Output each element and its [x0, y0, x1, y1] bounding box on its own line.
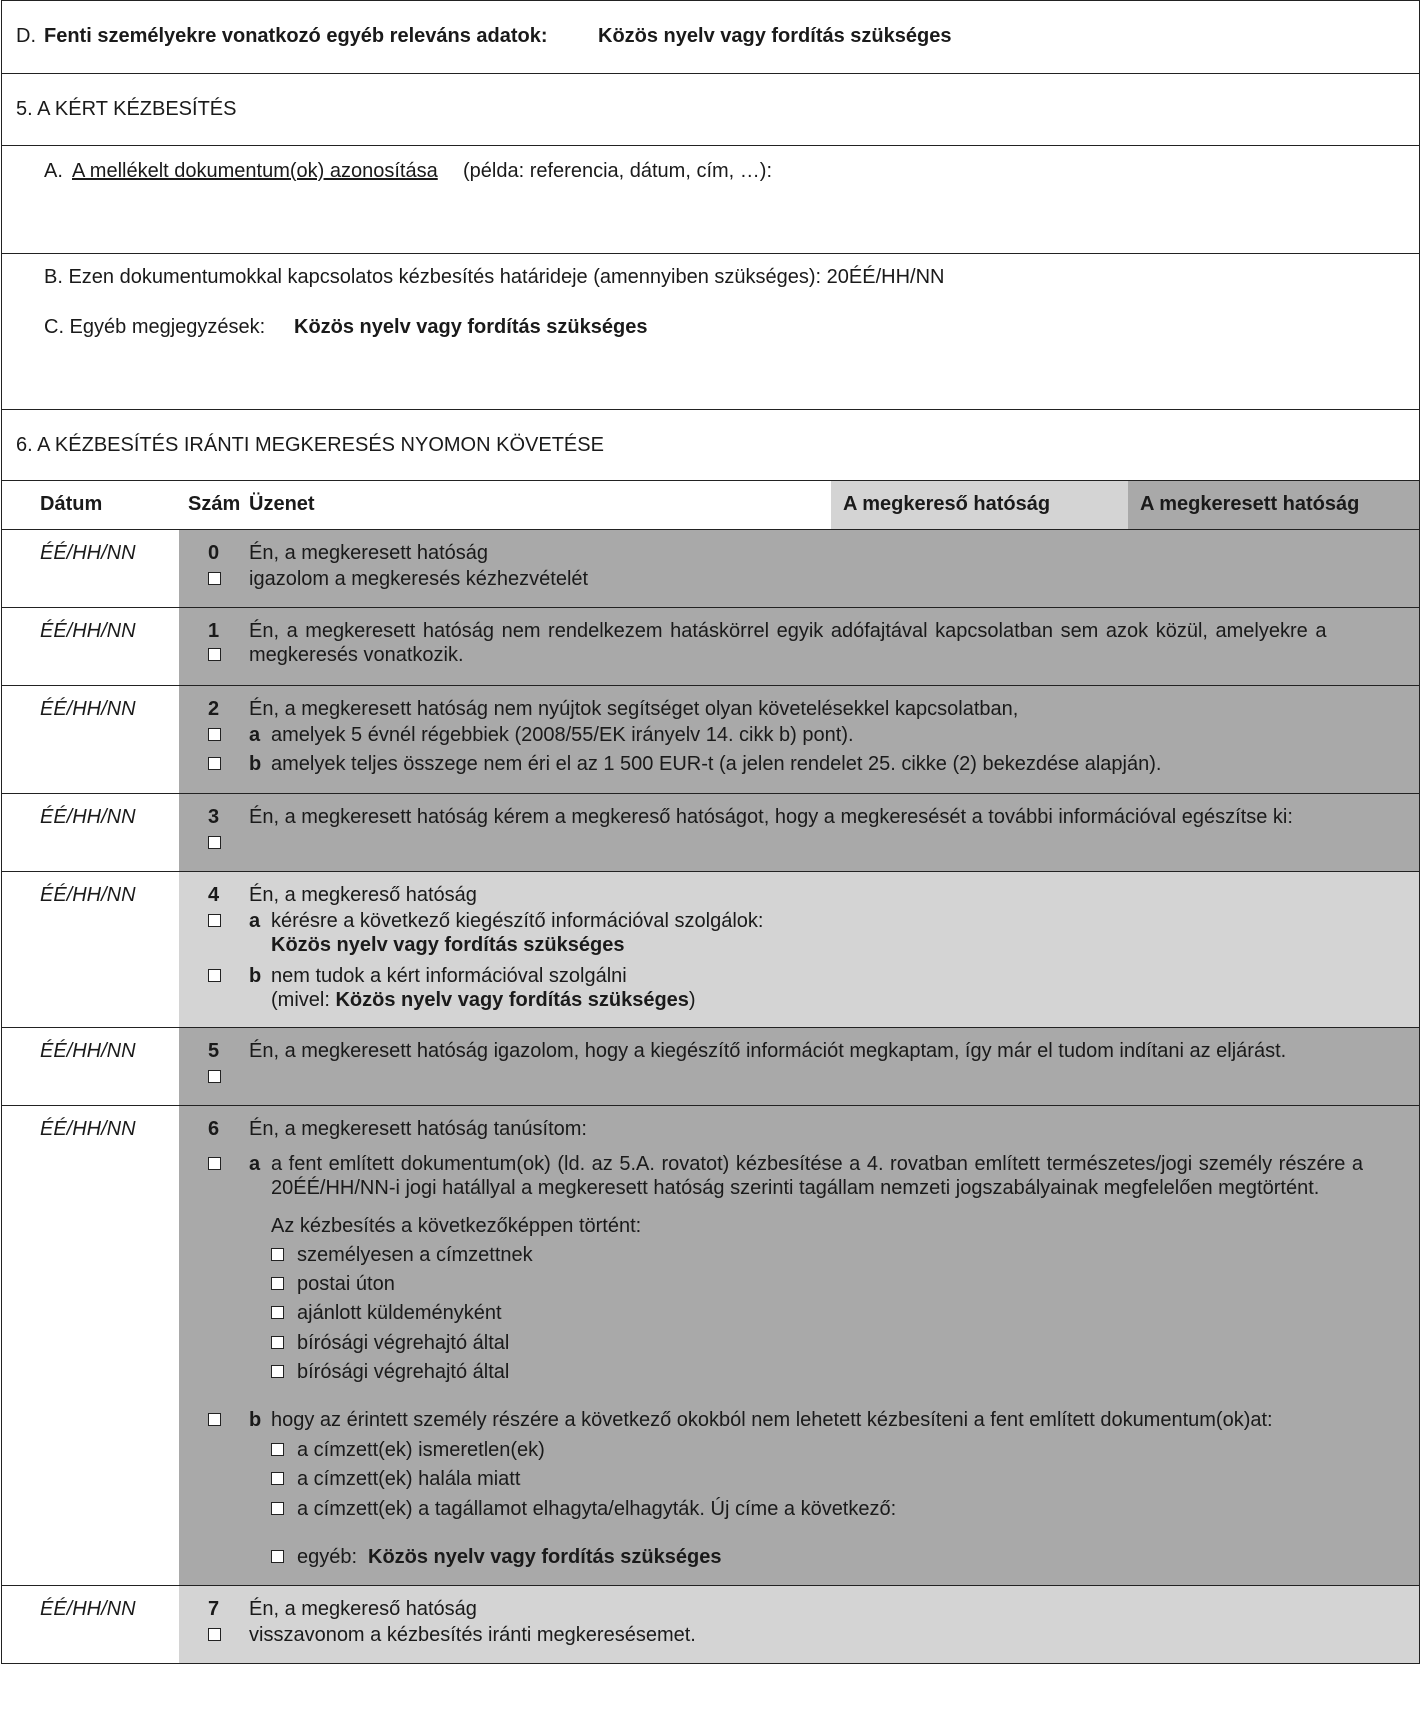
section-5-header	[2, 74, 1419, 146]
reason-value: Közös nyelv vagy fordítás szükséges	[335, 989, 689, 1011]
manner-title: Az kézbesítés a következőképpen történt:	[271, 1215, 642, 1237]
section-5a-underlined: A mellékelt dokumentum(ok) azonosítása	[72, 160, 438, 182]
table-row	[2, 685, 1419, 793]
row-date: ÉÉ/HH/NN	[40, 806, 136, 828]
row-date-cell	[2, 530, 179, 607]
row-number: 7	[208, 1598, 220, 1620]
manner-option: bírósági végrehajtó által	[297, 1361, 510, 1383]
section-5a-prefix: A.	[44, 160, 63, 182]
row-body-cell	[179, 794, 1419, 871]
row-date: ÉÉ/HH/NN	[40, 1598, 136, 1620]
section-d	[2, 1, 1419, 74]
section-6-header	[2, 410, 1419, 481]
checkbox[interactable]	[208, 836, 221, 849]
checkbox-manner[interactable]	[271, 1277, 284, 1290]
checkbox[interactable]	[208, 1628, 221, 1641]
table-row	[2, 1585, 1419, 1663]
row-number: 3	[208, 806, 220, 828]
row-date: ÉÉ/HH/NN	[40, 542, 136, 564]
option-letter: a	[249, 910, 261, 932]
row-date: ÉÉ/HH/NN	[40, 1118, 136, 1140]
table-row	[2, 793, 1419, 871]
option-text: amelyek 5 évnél régebbiek (2008/55/EK irányelv 14. cikk b) pont).	[271, 724, 854, 746]
other-label: egyéb:	[297, 1546, 358, 1568]
reason-option: a címzett(ek) a tagállamot elhagyta/elhagyták. Új címe a következő:	[297, 1498, 897, 1520]
table-header-row	[2, 481, 1419, 529]
checkbox[interactable]	[208, 1070, 221, 1083]
option-text: 20ÉÉ/HH/NN-i jogi hatállyal a megkeresett hatóság szerinti tagállam nemzeti jogszabályainak megfelelően megtörtént.	[271, 1177, 1320, 1199]
row-body-cell	[179, 686, 1419, 793]
row-number: 0	[208, 542, 220, 564]
row-number: 6	[208, 1118, 220, 1140]
row-date-cell	[2, 686, 179, 793]
row-date-cell	[2, 872, 179, 1027]
row-body-cell	[179, 608, 1419, 685]
row-text: visszavonom a kézbesítés iránti megkeresésemet.	[249, 1624, 696, 1646]
table-header-requested	[1128, 481, 1419, 529]
checkbox-manner[interactable]	[271, 1248, 284, 1261]
row-text: Én, a megkereső hatóság	[249, 884, 477, 906]
table-header-requesting	[831, 481, 1128, 529]
row-date-cell	[2, 1586, 179, 1663]
table-row	[2, 607, 1419, 685]
row-number: 4	[208, 884, 220, 906]
checkbox-option-a[interactable]	[208, 728, 221, 741]
reason-suffix: )	[688, 989, 696, 1011]
checkbox[interactable]	[208, 572, 221, 585]
table-row	[2, 529, 1419, 607]
checkbox-manner[interactable]	[271, 1336, 284, 1349]
checkbox-manner[interactable]	[271, 1365, 284, 1378]
checkbox-reason[interactable]	[271, 1443, 284, 1456]
checkbox-reason[interactable]	[271, 1472, 284, 1485]
section-d-value: Közös nyelv vagy fordítás szükséges	[598, 25, 952, 47]
header-msg-label: Üzenet	[249, 493, 315, 515]
row-body-cell	[179, 1586, 1419, 1663]
table-row	[2, 1105, 1419, 1585]
option-letter: b	[249, 753, 262, 775]
table-header-date	[2, 481, 179, 529]
reason-option: a címzett(ek) halála miatt	[297, 1468, 521, 1490]
row-date-cell	[2, 794, 179, 871]
option-text: amelyek teljes összege nem éri el az 1 500 EUR-t (a jelen rendelet 25. cikke (2) bekezdése alapján).	[271, 753, 1162, 775]
checkbox-option-b[interactable]	[208, 1413, 221, 1426]
section-5-body	[2, 146, 1419, 410]
checkbox-option-b[interactable]	[208, 757, 221, 770]
row-text: Én, a megkeresett hatóság nem rendelkezem hatáskörrel egyik adófajtával kapcsolatban sem azok közül, amelyekre a	[249, 620, 1327, 642]
row-text: igazolom a megkeresés kézhezvételét	[249, 568, 589, 590]
row-body-cell	[179, 1028, 1419, 1105]
header-requested-label: A megkeresett hatóság	[1140, 493, 1360, 515]
checkbox-option-a[interactable]	[208, 914, 221, 927]
other-value: Közös nyelv vagy fordítás szükséges	[368, 1546, 722, 1568]
checkbox-other[interactable]	[271, 1550, 284, 1563]
divider	[2, 253, 1419, 254]
row-text: Én, a megkeresett hatóság tanúsítom:	[249, 1118, 587, 1140]
checkbox[interactable]	[208, 648, 221, 661]
row-text: megkeresés vonatkozik.	[249, 644, 464, 666]
row-number: 1	[208, 620, 220, 642]
header-date-label: Dátum	[40, 493, 103, 515]
header-num-label: Szám	[188, 493, 241, 515]
section-d-heading: Fenti személyekre vonatkozó egyéb releváns adatok:	[44, 25, 548, 47]
option-letter: a	[249, 724, 261, 746]
row-date: ÉÉ/HH/NN	[40, 620, 136, 642]
option-text: nem tudok a kért információval szolgálni	[271, 965, 627, 987]
header-requesting-label: A megkereső hatóság	[843, 493, 1051, 515]
row-date-cell	[2, 1106, 179, 1585]
row-text: Én, a megkeresett hatóság	[249, 542, 489, 564]
section-5-title: 5. A KÉRT KÉZBESÍTÉS	[16, 98, 237, 120]
row-number: 2	[208, 698, 220, 720]
checkbox-manner[interactable]	[271, 1306, 284, 1319]
reason-prefix: (mivel:	[271, 989, 330, 1011]
row-number: 5	[208, 1040, 220, 1062]
option-text: kérésre a következő kiegészítő információval szolgálok:	[271, 910, 764, 932]
row-text: Én, a megkeresett hatóság igazolom, hogy a kiegészítő információt megkaptam, így már el tudom indítani az eljárást.	[249, 1040, 1287, 1062]
form-sheet	[1, 0, 1420, 1664]
table-row	[2, 871, 1419, 1027]
reason-option: a címzett(ek) ismeretlen(ek)	[297, 1439, 545, 1461]
row-body-cell	[179, 872, 1419, 1027]
row-text: Én, a megkeresett hatóság kérem a megkereső hatóságot, hogy a megkeresését a további információval egészítse ki:	[249, 806, 1293, 828]
row-date: ÉÉ/HH/NN	[40, 1040, 136, 1062]
section-5c-label: C. Egyéb megjegyzések:	[44, 316, 266, 338]
row-date: ÉÉ/HH/NN	[40, 884, 136, 906]
row-date-cell	[2, 608, 179, 685]
table-header-message	[179, 481, 831, 529]
tracking-table	[2, 481, 1419, 1663]
manner-option: személyesen a címzettnek	[297, 1244, 533, 1266]
section-6-title: 6. A KÉZBESÍTÉS IRÁNTI MEGKERESÉS NYOMON KÖVETÉSE	[16, 434, 604, 456]
manner-option: ajánlott küldeményként	[297, 1302, 502, 1324]
row-date-cell	[2, 1028, 179, 1105]
option-value: Közös nyelv vagy fordítás szükséges	[271, 934, 625, 956]
option-text: a fent említett dokumentum(ok) (ld. az 5.A. rovatot) kézbesítése a 4. rovatban említett természetes/jogi személy részére a	[271, 1153, 1364, 1175]
manner-option: postai úton	[297, 1273, 395, 1295]
option-letter: b	[249, 965, 262, 987]
row-body-cell	[179, 530, 1419, 607]
section-5a-rest: (példa: referencia, dátum, cím, …):	[463, 160, 773, 182]
checkbox-reason[interactable]	[271, 1502, 284, 1515]
manner-option: bírósági végrehajtó által	[297, 1332, 510, 1354]
checkbox-option-a[interactable]	[208, 1157, 221, 1170]
table-row	[2, 1027, 1419, 1105]
option-text: hogy az érintett személy részére a következő okokból nem lehetett kézbesíteni a fent említett dokumentum(ok)at:	[271, 1409, 1273, 1431]
option-letter: a	[249, 1153, 261, 1175]
row-body-cell	[179, 1106, 1419, 1585]
row-date: ÉÉ/HH/NN	[40, 698, 136, 720]
section-5b-text: B. Ezen dokumentumokkal kapcsolatos kézbesítés határideje (amennyiben szükséges): 20ÉÉ/HH/NN	[44, 266, 945, 288]
section-5c-value: Közös nyelv vagy fordítás szükséges	[294, 316, 648, 338]
row-text: Én, a megkereső hatóság	[249, 1598, 477, 1620]
option-letter: b	[249, 1409, 262, 1431]
checkbox-option-b[interactable]	[208, 969, 221, 982]
option-reason	[271, 989, 696, 1012]
row-text: Én, a megkeresett hatóság nem nyújtok segítséget olyan követelésekkel kapcsolatban,	[249, 698, 1019, 720]
section-d-label: D.	[16, 25, 36, 47]
